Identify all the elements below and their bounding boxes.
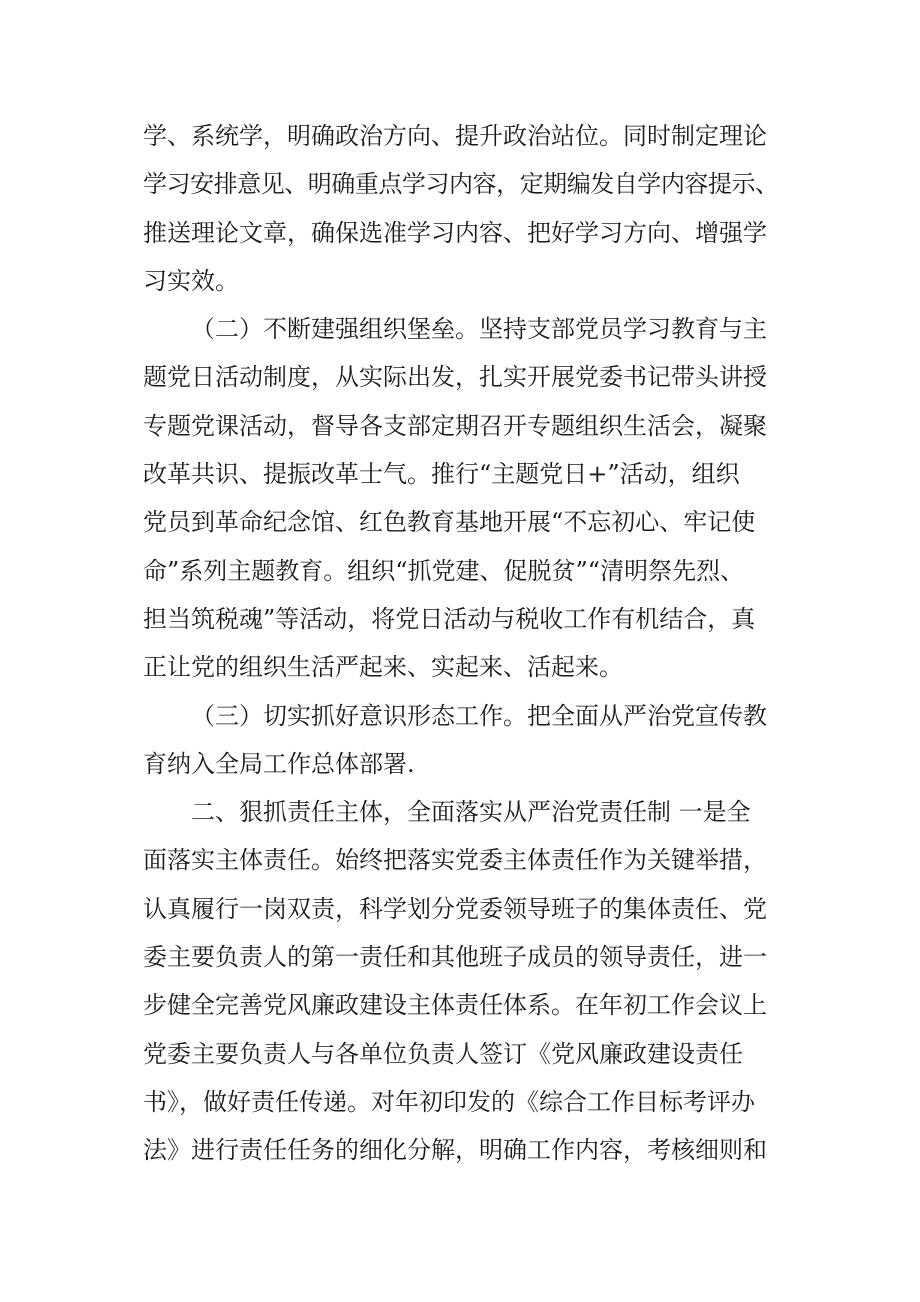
- text-line: 担当筑税魂”等活动，将党日活动与税收工作有机结合，真: [143, 604, 756, 633]
- paragraph-heading-line: （二）不断建强组织堡垒。坚持支部党员学习教育与主: [191, 315, 767, 344]
- text-line: 委主要负责人的第一责任和其他班子成员的领导责任，进一: [143, 943, 767, 972]
- text-line: 步健全完善党风廉政建设主体责任体系。在年初工作会议上: [143, 991, 767, 1020]
- text-line: 命”系列主题教育。组织“抓党建、促脱贫”“清明祭先烈、: [143, 556, 745, 585]
- document-body: [143, 112, 779, 1175]
- text-line: 习实效。: [143, 266, 239, 295]
- text-line: 书》，做好责任传递。对年初印发的《综合工作目标考评办: [143, 1087, 755, 1116]
- text-line: 面落实主体责任。始终把落实党委主体责任作为关键举措，: [143, 846, 767, 875]
- text-line: 题党日活动制度，从实际出发，扎实开展党委书记带头讲授: [143, 363, 767, 392]
- text-line: 认真履行一岗双责，科学划分党委领导班子的集体责任、党: [143, 894, 767, 923]
- text-line: 学、系统学，明确政治方向、提升政治站位。同时制定理论: [143, 122, 767, 150]
- text-line: 党委主要负责人与各单位负责人签订《党风廉政建设责任: [143, 1039, 743, 1068]
- text-line: 改革共识、提振改革士气。推行“主题党日+”活动，组织: [143, 460, 740, 489]
- text-line: 正让党的组织生活严起来、实起来、活起来。: [143, 653, 623, 682]
- section-heading-line: 二、狠抓责任主体，全面落实从严治党责任制 一是全: [191, 798, 751, 827]
- text-line: 育纳入全局工作总体部署.: [143, 749, 415, 778]
- text-line: 法》进行责任任务的细化分解，明确工作内容，考核细则和: [143, 1136, 767, 1165]
- paragraph-heading-line: （三）切实抓好意识形态工作。把全面从严治党宣传教: [191, 701, 767, 730]
- text-line: 学习安排意见、明确重点学习内容，定期编发自学内容提示、: [143, 170, 779, 199]
- text-line: 党员到革命纪念馆、红色教育基地开展“不忘初心、牢记使: [143, 508, 756, 537]
- text-line: 专题党课活动，督导各支部定期召开专题组织生活会，凝聚: [143, 411, 767, 440]
- text-line: 推送理论文章，确保选准学习内容、把好学习方向、增强学: [143, 218, 767, 247]
